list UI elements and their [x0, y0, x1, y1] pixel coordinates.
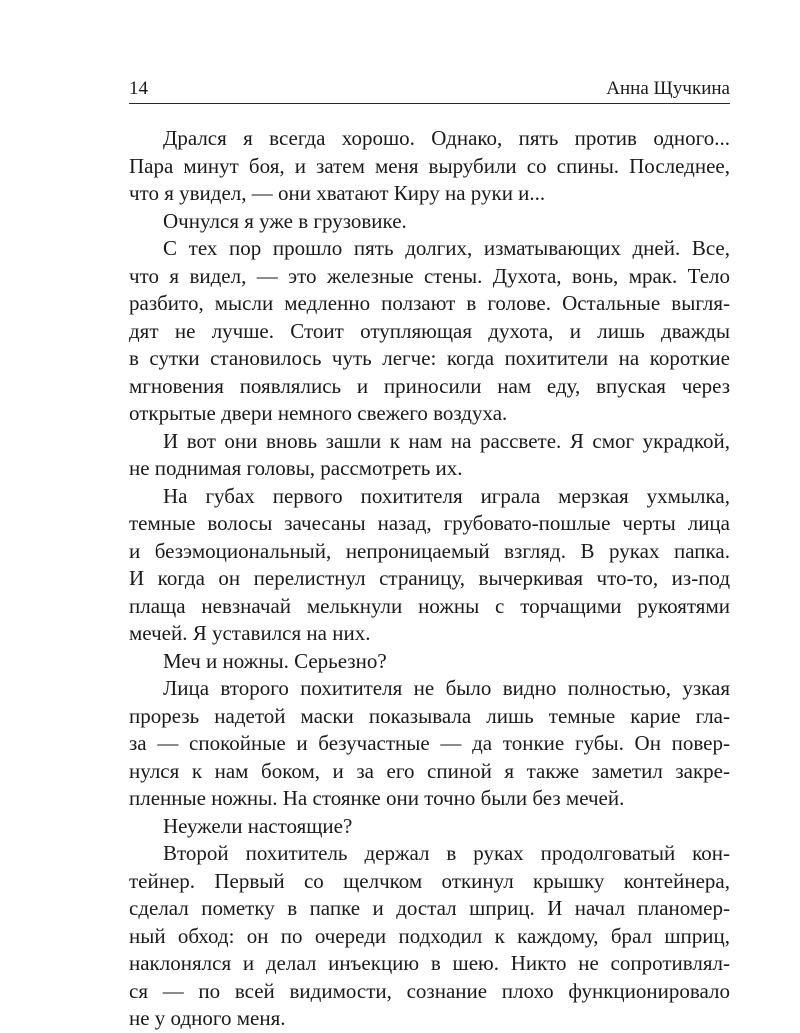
- running-head-author: Анна Щучкина: [606, 78, 730, 99]
- paragraph-first-line: Неужели настоящие?: [163, 813, 353, 838]
- text-line: в сутки становилось чуть легче: когда похитители на короткие: [129, 346, 730, 370]
- text-line: дят не лучше. Стоит отупляющая духота, и лишь дважды: [129, 318, 730, 343]
- header-rule: [129, 103, 730, 104]
- text-line: И когда он перелистнул страницу, вычеркивая что-то, из-под: [129, 566, 730, 590]
- paragraph-first-line: Второй похититель держал в руках продолговатый кон-: [163, 841, 730, 865]
- paragraph-first-line: С тех пор прошло пять долгих, изматывающих дней. Все,: [163, 236, 730, 260]
- body-text: [129, 125, 730, 1033]
- page-header: [129, 78, 730, 100]
- text-line: темные волосы зачесаны назад, грубовато-пошлые черты лица: [129, 511, 730, 535]
- text-line: пленные ножны. На стоянке они точно были без мечей.: [129, 786, 625, 810]
- text-line: ный обход: он по очереди подходил к каждому, брал шприц,: [129, 923, 730, 948]
- text-line: плаща невзначай мелькнули ножны с торчащими рукоятями: [129, 593, 730, 618]
- text-line: открытые двери немного свежего воздуха.: [129, 401, 508, 425]
- paragraph-first-line: И вот они вновь зашли к нам на рассвете. Я смог украдкой,: [163, 428, 730, 453]
- paragraph-first-line: Очнулся я уже в грузовике.: [163, 208, 407, 233]
- text-line: за — спокойные и безучастные — да тонкие губы. Он повер-: [129, 731, 730, 755]
- text-line: что я видел, — это железные стены. Духота, вонь, мрак. Тело: [129, 263, 730, 288]
- text-line: разбито, мысли медленно ползают в голове. Остальные выгля-: [129, 291, 730, 315]
- text-line: не у одного меня.: [129, 1006, 286, 1030]
- text-line: наклонялся и делал инъекцию в шею. Никто не сопротивлял-: [129, 951, 730, 975]
- text-line: что я увидел, — они хватают Киру на руки и...: [129, 181, 546, 205]
- text-line: прорезь надетой маски показывала лишь темные карие гла-: [129, 703, 730, 728]
- text-line: Пара минут боя, и затем меня вырубили со спины. Последнее,: [129, 153, 730, 178]
- page-number: 14: [129, 78, 148, 99]
- text-line: и безэмоциональный, непроницаемый взгляд. В руках папка.: [129, 538, 730, 563]
- text-line: сделал пометку в папке и достал шприц. И начал планомер-: [129, 896, 730, 920]
- text-line: мечей. Я уставился на них.: [129, 621, 371, 645]
- paragraph-first-line: Меч и ножны. Серьезно?: [163, 648, 387, 673]
- paragraph-first-line: Лица второго похитителя не было видно полностью, узкая: [163, 676, 730, 700]
- text-line: мгновения появлялись и приносили нам еду, впуская через: [129, 373, 730, 398]
- text-line: ся — по всей видимости, сознание плохо функционировало: [129, 978, 730, 1003]
- text-line: не поднимая головы, рассмотреть их.: [129, 456, 463, 480]
- paragraph-first-line: На губах первого похитителя играла мерзкая ухмылка,: [163, 483, 730, 508]
- text-line: нулся к нам боком, и за его спиной я также заметил закре-: [129, 758, 730, 783]
- text-line: тейнер. Первый со щелчком откинул крышку контейнера,: [129, 868, 730, 893]
- paragraph-first-line: Дрался я всегда хорошо. Однако, пять против одного...: [163, 126, 730, 150]
